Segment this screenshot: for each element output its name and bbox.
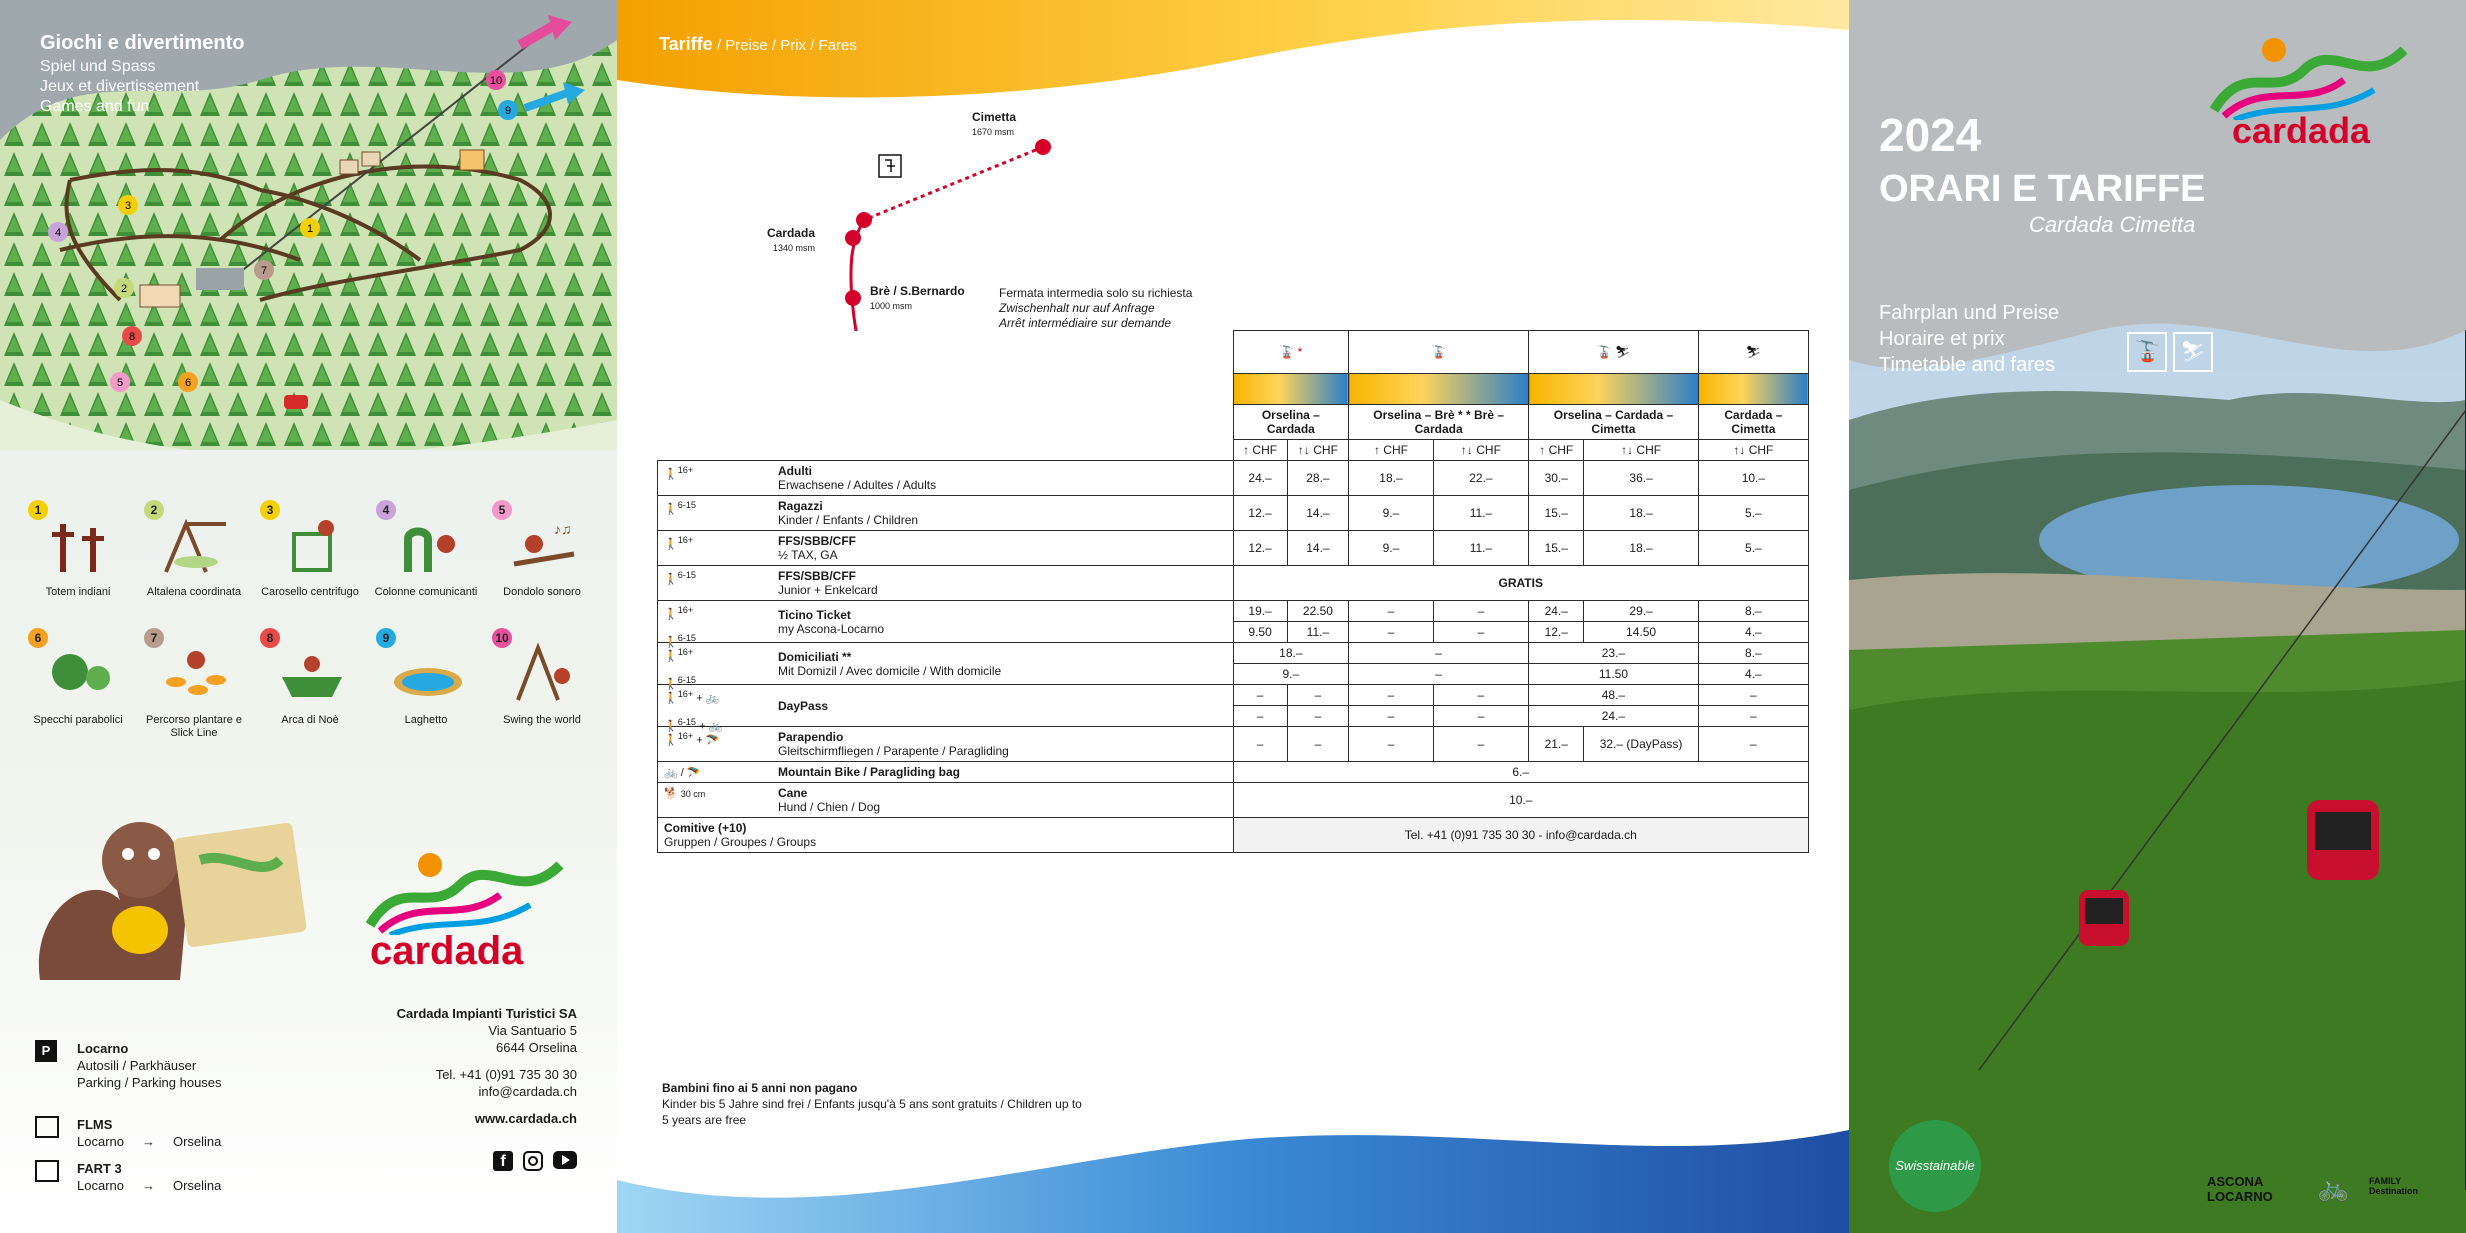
cable-car-icon: 🚡 — [1349, 331, 1529, 374]
ascona-locarno-logo: ASCONA LOCARNO — [2207, 1174, 2273, 1204]
company-phone: Tel. +41 (0)91 735 30 30 — [435, 1067, 577, 1082]
game-label: Laghetto — [404, 714, 448, 726]
company-website[interactable]: www.cardada.ch — [474, 1111, 577, 1126]
game-label: Colonne comunicanti — [374, 586, 478, 598]
table-row: 🚶$^{16+}$ 🚶$^{6-15}$ Domiciliati ** Mit Domizil / Avec domicile / With domicile 18.– – 23.– 8.– — [658, 643, 1809, 664]
table-row: 🚶$^{6-15}$ FFS/SBB/CFF Junior + Enkelcard GRATIS — [658, 566, 1809, 601]
cardada-logo-text: cardada — [2232, 110, 2371, 151]
bike-paraglider-icon: 🚲 / 🪂 — [664, 767, 701, 779]
bus-to: Orselina — [172, 1178, 222, 1193]
svg-text:6: 6 — [184, 377, 192, 389]
game-card — [484, 500, 600, 620]
cable-car-chairlift-icon: 🚡 ⛷ — [1529, 331, 1699, 374]
top-wave-decoration — [617, 0, 1849, 110]
direction-header: ↑ CHF — [1529, 440, 1584, 461]
station-bre: Brè / S.Bernardo 1000 msm — [870, 284, 965, 311]
svg-text:4: 4 — [54, 227, 62, 239]
svg-text:7: 7 — [260, 265, 268, 277]
person-icon: 🚶$^{16+}$ — [664, 465, 694, 481]
direction-header: ↑↓ CHF — [1698, 440, 1808, 461]
svg-text:♪♫: ♪♫ — [554, 521, 572, 537]
cardada-logo — [360, 845, 590, 975]
game-card — [252, 628, 368, 748]
game-number: 1 — [28, 500, 48, 520]
pond-icon — [388, 642, 468, 702]
bus-to: Orselina — [172, 1134, 222, 1149]
social-links — [277, 1151, 577, 1171]
game-number: 8 — [260, 628, 280, 648]
game-label: Carosello centrifugo — [261, 586, 359, 598]
swing-icon — [156, 514, 236, 574]
ark-icon — [272, 642, 352, 702]
game-card — [136, 628, 252, 748]
game-card — [368, 628, 484, 748]
svg-text:9: 9 — [504, 105, 512, 117]
company-city: 6644 Orselina — [496, 1040, 577, 1055]
squirrel-mascot-icon — [30, 790, 310, 990]
game-label: Totem indiani — [45, 586, 111, 598]
direction-header: ↑ CHF — [1233, 440, 1287, 461]
children-note: Bambini fino ai 5 anni non pagano Kinder bis 5 Jahre sind frei / Enfants jusqu'à 5 ans sont gratuits / Children up to 5 years are free — [662, 1081, 1082, 1127]
table-row: 🐕 30 cm Cane Hund / Chien / Dog 10.– — [658, 783, 1809, 818]
route-header: Orselina – Cardada – Cimetta — [1529, 405, 1699, 440]
person-paraglider-icon: 🚶$^{16+}$ + 🪂 — [664, 731, 720, 747]
game-label: Arca di Noè — [281, 714, 339, 726]
company-name: Cardada Impianti Turistici SA — [396, 1006, 577, 1021]
game-number: 5 — [492, 500, 512, 520]
cover-title: ORARI E TARIFFE — [1879, 168, 2206, 210]
arrow-right-icon: → — [141, 1178, 155, 1193]
person-icon: 🚶$^{6-15}$ — [664, 500, 697, 516]
game-label: Dondolo sonoro — [503, 586, 581, 598]
game-number: 7 — [144, 628, 164, 648]
chairlift-icon: ⛷ — [1698, 331, 1808, 374]
intermediate-stop-note: Fermata intermedia solo su richiesta Zwischenhalt nur auf Anfrage Arrêt intermédiaire sur demande — [999, 286, 1193, 330]
games-title: Giochi e divertimento — [40, 32, 245, 54]
station-cimetta: Cimetta 1670 msm — [972, 110, 1017, 137]
tariff-table — [657, 330, 1809, 853]
contact-block — [277, 1005, 577, 1171]
game-card — [252, 500, 368, 620]
table-row: 9.50 11.– – – 12.– 14.50 4.– — [658, 622, 1809, 643]
direction-header: ↑ CHF — [1349, 440, 1434, 461]
swisstainable-badge: Swisstainable — [1889, 1120, 1981, 1212]
cardada-logo-text: cardada — [370, 929, 524, 973]
gratis-cell: GRATIS — [1233, 566, 1809, 601]
photo-credit — [1849, 1135, 1850, 1215]
parking-line1: Autosili / Parkhäuser — [77, 1058, 197, 1073]
carousel-icon — [272, 514, 352, 574]
game-number: 6 — [28, 628, 48, 648]
games-subtitle-fr: Jeux et divertissement — [40, 78, 200, 95]
youtube-icon[interactable] — [553, 1151, 577, 1169]
bus-icon — [35, 1160, 59, 1182]
route-header: Cardada – Cimetta — [1698, 405, 1808, 440]
table-row: 🚶$^{16+}$ FFS/SBB/CFF ½ TAX, GA 12.– 14.– 9.– 11.– 15.– 18.– 5.– — [658, 531, 1809, 566]
cover-year: 2024 — [1879, 109, 1982, 161]
tariff-title — [659, 34, 857, 55]
table-row: 🚶$^{16+}$ + 🚲 🚶$^{6-15}$ + 🚲 DayPass – – – – 48.– – — [658, 685, 1809, 706]
transport-icons — [2127, 332, 2213, 372]
footpath-icon — [156, 642, 236, 702]
game-card — [484, 628, 600, 748]
table-row: 🚶$^{16+}$ Adulti Erwachsene / Adultes / Adults 24.– 28.– 18.– 22.– 30.– 36.– 10.– — [658, 461, 1809, 496]
tariff-title-main: Tariffe — [659, 34, 713, 54]
parking-place: Locarno — [77, 1041, 129, 1056]
bus-line-name: FART 3 — [77, 1161, 122, 1176]
game-label: Altalena coordinata — [146, 586, 242, 598]
game-card — [136, 500, 252, 620]
tariff-panel — [617, 0, 1849, 1233]
games-subtitle-en: Games and fun — [40, 98, 150, 115]
table-row: 🚶$^{16+}$ + 🪂 Parapendio Gleitschirmfliegen / Parapente / Paragliding – – – – 21.– 32.– (DayPass) – — [658, 727, 1809, 762]
left-panel — [0, 0, 617, 1233]
sound-swing-icon — [504, 514, 584, 574]
game-number: 10 — [492, 628, 512, 648]
company-email[interactable]: info@cardada.ch — [478, 1084, 577, 1099]
route-header: Orselina – Brè * * Brè – Cardada — [1349, 405, 1529, 440]
parking-line2: Parking / Parking houses — [77, 1075, 222, 1090]
person-icon: 🚶$^{16+}$ — [664, 535, 694, 551]
swing-world-icon — [504, 642, 584, 702]
arrow-right-icon: → — [141, 1134, 155, 1149]
cover-subtitle: Cardada Cimetta — [2029, 212, 2196, 237]
cover-line-de: Fahrplan und Preise — [1879, 302, 2060, 324]
facebook-icon[interactable]: f — [493, 1151, 513, 1171]
games-subtitle-de: Spiel und Spass — [40, 58, 156, 75]
person-icon: 🚶$^{6-15}$ — [664, 570, 697, 586]
cardada-logo — [2204, 30, 2434, 160]
totem-icon — [40, 514, 120, 574]
svg-text:1: 1 — [306, 223, 314, 235]
cover-line-fr: Horaire et prix — [1879, 328, 2005, 350]
game-label: Swing the world — [503, 714, 581, 726]
table-row: 🚶$^{16+}$ 🚶$^{6-15}$ Ticino Ticket my Ascona-Locarno 19.– 22.50 – – 24.– 29.– 8.– — [658, 601, 1809, 622]
parking-icon: P — [35, 1040, 57, 1062]
game-card — [368, 500, 484, 620]
bus-icon — [35, 1116, 59, 1138]
chairlift-icon: ⛷ — [2173, 332, 2213, 372]
game-number: 3 — [260, 500, 280, 520]
company-street: Via Santuario 5 — [488, 1023, 577, 1038]
instagram-icon[interactable] — [523, 1151, 543, 1171]
dog-icon: 🐕 30 cm — [664, 788, 706, 800]
tariff-title-rest: / Preise / Prix / Fares — [712, 37, 857, 54]
game-card — [20, 628, 136, 748]
cardada-logo-icon — [360, 845, 590, 935]
game-number: 4 — [376, 500, 396, 520]
table-row: 🚶$^{6-15}$ Ragazzi Kinder / Enfants / Children 12.– 14.– 9.– 11.– 15.– 18.– 5.– — [658, 496, 1809, 531]
svg-text:3: 3 — [124, 200, 132, 212]
person-icon: 🚶$^{16+}$ 🚶$^{6-15}$ — [664, 647, 697, 691]
parabolic-mirror-icon — [40, 642, 120, 702]
table-row: 9.– – 11.50 4.– — [658, 664, 1809, 685]
cover-panel — [1849, 0, 2466, 1233]
station-cardada: Cardada 1340 msm — [766, 226, 815, 253]
person-icon: 🚶$^{16+}$ 🚶$^{6-15}$ — [664, 605, 697, 649]
table-row: – – – – 24.– – — [658, 706, 1809, 727]
svg-text:5: 5 — [116, 377, 124, 389]
cable-car-icon: 🚡 — [2127, 332, 2167, 372]
route-header: Orselina – Cardada — [1233, 405, 1349, 440]
lake-landscape-photo — [1849, 290, 2466, 1233]
bike-logo-icon: 🚲 — [2317, 1172, 2350, 1202]
cardada-logo-icon — [2204, 30, 2434, 120]
svg-text:10: 10 — [489, 75, 503, 87]
game-label: Specchi parabolici — [33, 714, 123, 726]
bus-line-name: FLMS — [77, 1117, 113, 1132]
game-number: 2 — [144, 500, 164, 520]
bus-from: Locarno — [77, 1178, 124, 1193]
svg-text:2: 2 — [120, 283, 128, 295]
family-destination-logo: FAMILY Destination — [2369, 1176, 2419, 1196]
columns-icon — [388, 514, 468, 574]
svg-text:8: 8 — [128, 331, 136, 343]
table-row: 🚲 / 🪂 Mountain Bike / Paragliding bag 6.– — [658, 762, 1809, 783]
cover-line-en: Timetable and fares — [1879, 354, 2056, 376]
direction-header: ↑↓ CHF — [1584, 440, 1698, 461]
direction-header: ↑↓ CHF — [1433, 440, 1528, 461]
cable-car-icon: 🚡 * — [1233, 331, 1349, 374]
game-label: Percorso plantare e Slick Line — [146, 714, 242, 739]
bottom-wave-decoration — [617, 1100, 1849, 1233]
game-card — [20, 500, 136, 620]
bus-from: Locarno — [77, 1134, 124, 1149]
game-number: 9 — [376, 628, 396, 648]
person-bike-icon: 🚶$^{16+}$ + 🚲 🚶$^{6-15}$ + 🚲 — [664, 689, 723, 733]
table-row: Comitive (+10) Gruppen / Groupes / Groups Tel. +41 (0)91 735 30 30 - info@cardada.ch — [658, 818, 1809, 853]
direction-header: ↑↓ CHF — [1287, 440, 1348, 461]
